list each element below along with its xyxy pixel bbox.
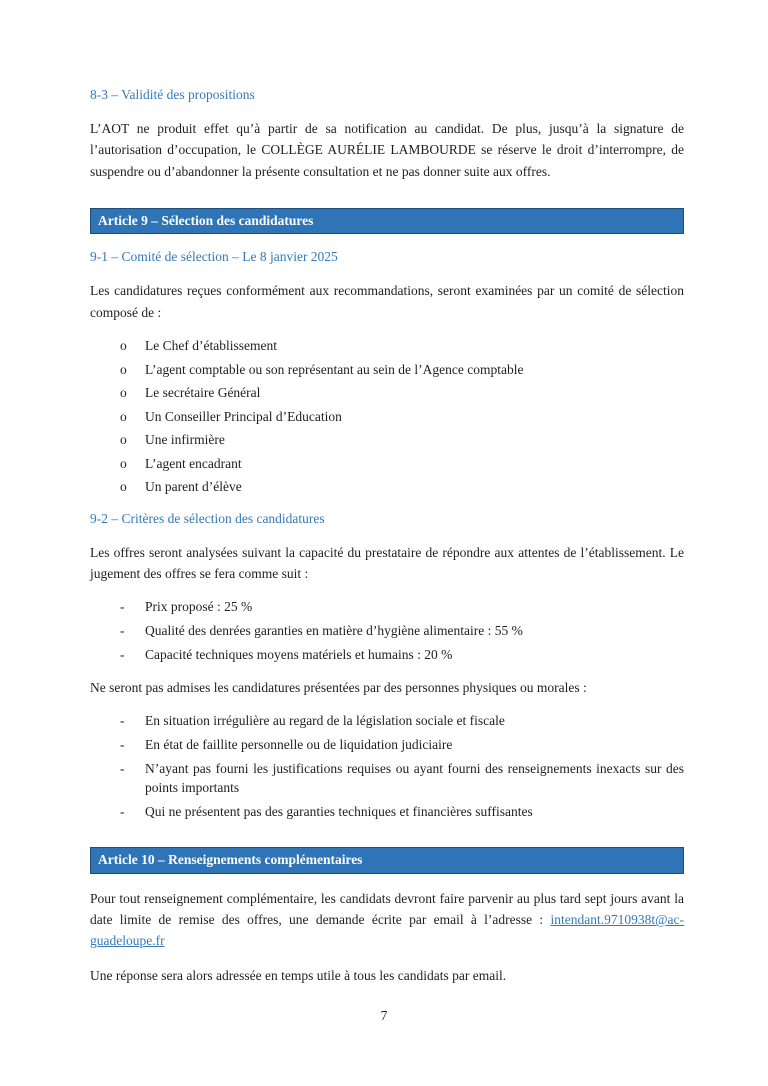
exclusions-list bbox=[90, 711, 684, 821]
list-item bbox=[90, 360, 684, 380]
document-content bbox=[90, 86, 684, 999]
dash-marker: - bbox=[120, 599, 125, 615]
dash-marker: - bbox=[120, 760, 125, 776]
paragraph-exclusion: Ne seront pas admises les candidatures présentées par des personnes physiques ou morales : bbox=[90, 680, 587, 696]
dash-marker: - bbox=[120, 646, 125, 662]
list-item-text: L’agent encadrant bbox=[145, 455, 242, 471]
list-item-text: Le secrétaire Général bbox=[145, 385, 261, 401]
paragraph-reponse: Une réponse sera alors adressée en temps utile à tous les candidats par email. bbox=[90, 967, 507, 983]
email-link[interactable]: intendant.9710938t@ac-guadeloupe.fr bbox=[90, 912, 685, 949]
list-item-text: Un parent d’élève bbox=[145, 479, 242, 495]
bullet-marker: o bbox=[120, 479, 127, 495]
paragraph-contact bbox=[90, 888, 684, 952]
list-item-text: Capacité techniques moyens matériels et humains : 20 % bbox=[145, 646, 453, 662]
list-item bbox=[90, 645, 684, 665]
list-item bbox=[90, 735, 684, 755]
bullet-marker: o bbox=[120, 361, 127, 377]
list-item-text: Un Conseiller Principal d’Education bbox=[145, 408, 342, 424]
committee-list bbox=[90, 336, 684, 497]
dash-marker: - bbox=[120, 737, 125, 753]
bullet-marker: o bbox=[120, 337, 127, 353]
list-item bbox=[90, 407, 684, 427]
list-item-text: Prix proposé : 25 % bbox=[145, 599, 253, 615]
list-item-text: Qui ne présentent pas des garanties techniques et financières suffisantes bbox=[145, 803, 533, 819]
heading-8-3: 8-3 – Validité des propositions bbox=[90, 87, 255, 102]
bullet-marker: o bbox=[120, 385, 127, 401]
paragraph-offres: Les offres seront analysées suivant la capacité du prestataire de répondre aux attentes de l’établissement. Le jugement des offres se fera comme suit : bbox=[90, 544, 684, 582]
article-9-banner: Article 9 – Sélection des candidatures bbox=[90, 208, 684, 235]
list-item bbox=[90, 802, 684, 822]
list-item bbox=[90, 621, 684, 641]
bullet-marker: o bbox=[120, 455, 127, 471]
list-item bbox=[90, 477, 684, 497]
list-item bbox=[90, 759, 684, 798]
bullet-marker: o bbox=[120, 408, 127, 424]
bullet-marker: o bbox=[120, 432, 127, 448]
list-item-text: N’ayant pas fourni les justifications requises ou ayant fourni des renseignements inexacts sur des points importants bbox=[145, 760, 684, 796]
article-10-banner: Article 10 – Renseignements complémentaires bbox=[90, 847, 684, 874]
list-item bbox=[90, 336, 684, 356]
list-item-text: En état de faillite personnelle ou de liquidation judiciaire bbox=[145, 737, 453, 753]
heading-9-1: 9-1 – Comité de sélection – Le 8 janvier 2025 bbox=[90, 249, 338, 265]
list-item bbox=[90, 711, 684, 731]
list-item bbox=[90, 454, 684, 474]
dash-marker: - bbox=[120, 623, 125, 639]
contact-text: Pour tout renseignement complémentaire, les candidats devront faire parvenir au plus tard sept jours avant la date limite de remise des offres, une demande écrite par email à l’adresse : bbox=[90, 890, 684, 928]
list-item bbox=[90, 597, 684, 617]
dash-marker: - bbox=[120, 803, 125, 819]
heading-9-2: 9-2 – Critères de sélection des candidatures bbox=[90, 510, 325, 526]
list-item-text: En situation irrégulière au regard de la législation sociale et fiscale bbox=[145, 713, 505, 729]
page-number: 7 bbox=[380, 1008, 388, 1023]
dash-marker: - bbox=[120, 713, 125, 729]
list-item-text: L’agent comptable ou son représentant au sein de l’Agence comptable bbox=[145, 361, 524, 377]
list-item-text: Une infirmière bbox=[145, 432, 225, 448]
list-item bbox=[90, 430, 684, 450]
criteria-list bbox=[90, 597, 684, 664]
list-item bbox=[90, 383, 684, 403]
list-item-text: Qualité des denrées garanties en matière d’hygiène alimentaire : 55 % bbox=[145, 623, 523, 639]
paragraph-comite: Les candidatures reçues conformément aux recommandations, seront examinées par un comité de sélection composé de : bbox=[90, 283, 684, 320]
paragraph-aot: L’AOT ne produit effet qu’à partir de sa notification au candidat. De plus, jusqu’à la signature de l’autorisation d’occupation, le COLLÈGE AURÉLIE LAMBOURDE se réserve le droit d’interrompre, de suspendre ou d’abandonner la présente consultation et ne pas donner suite aux offres. bbox=[90, 120, 684, 179]
list-item-text: Le Chef d’établissement bbox=[145, 337, 277, 353]
